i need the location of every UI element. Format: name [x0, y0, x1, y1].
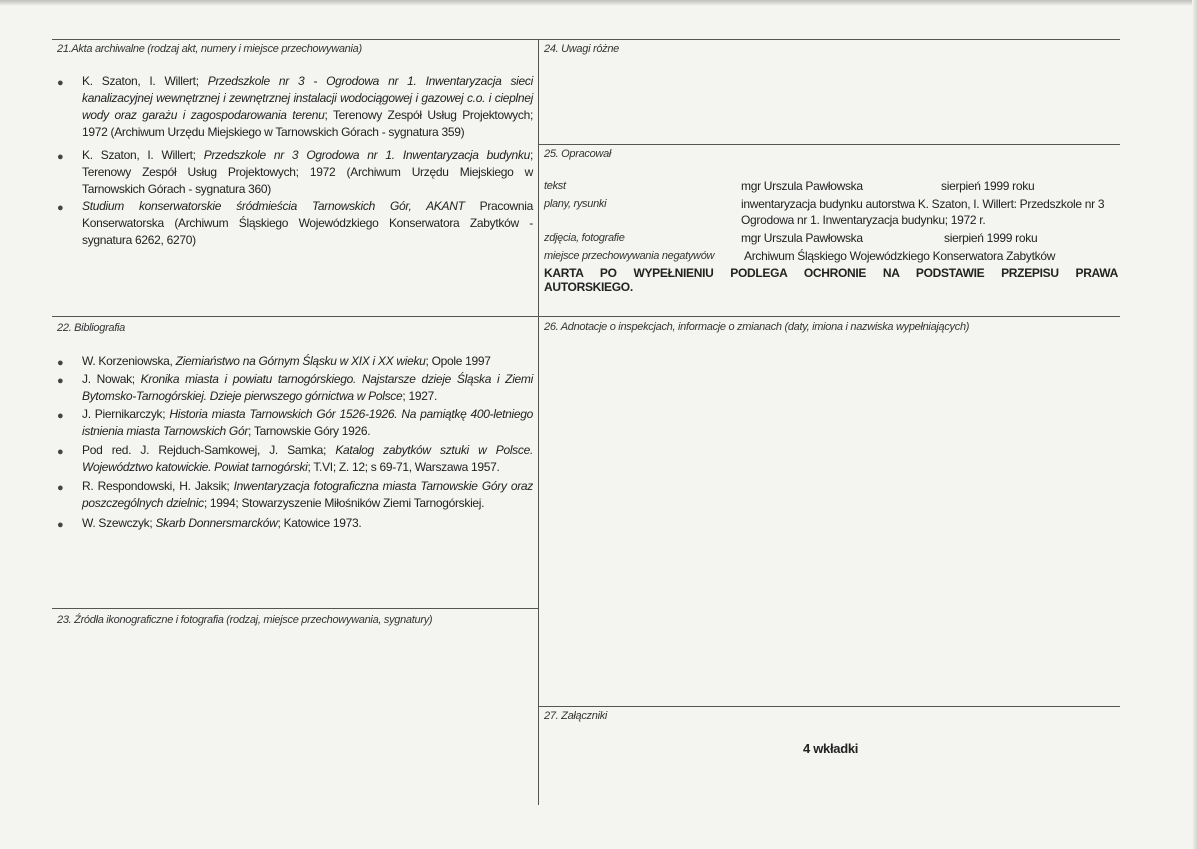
- bibliography-item: [82, 515, 533, 532]
- bibliography-item: [82, 406, 533, 440]
- negatives-storage-value: Archiwum Śląskiego Wojewódzkiego Konserwatora Zabytków: [744, 249, 1056, 263]
- divider-22-23: [52, 608, 538, 609]
- copyright-notice: [544, 266, 1118, 294]
- plans-value-cont: Ogrodowa nr 1. Inwentaryzacja budynku; 1972 r.: [741, 213, 986, 227]
- bib-title-cont: istnienia miasta Tarnowskich Gór: [82, 424, 249, 438]
- bib-author: W. Szewczyk;: [82, 516, 156, 530]
- photos-date: sierpień 1999 roku: [944, 231, 1038, 245]
- entry-publisher: Terenowy Zespół Usług Projektowych; 1972 (Archiwum Urzędu Miejskiego w: [82, 165, 533, 179]
- photos-label: zdjęcia, fotografie: [544, 232, 625, 244]
- entry-title: Przedszkole nr 3 - Ogrodowa nr 1. Inwentaryzacja sieci: [207, 74, 533, 88]
- text-author-value: mgr Urszula Pawłowska: [741, 179, 863, 193]
- bullet-icon: ●: [57, 357, 64, 369]
- bib-title: Historia miasta Tarnowskich Gór 1526-1926. Na pamiątkę 400-letniego: [169, 407, 533, 421]
- entry-authors: K. Szaton, I. Willert;: [82, 74, 208, 88]
- section-26-title: 26. Adnotacje o inspekcjach, informacje o zmianach (daty, imiona i nazwiska wypełniających): [544, 321, 970, 333]
- text-author-label: tekst: [544, 180, 566, 192]
- bib-title: Inwentaryzacja fotograficzna miasta Tarnowskie Góry oraz: [233, 479, 533, 493]
- section-21-title: 21.Akta archiwalne (rodzaj akt, numery i miejsce przechowywania): [57, 43, 362, 55]
- column-divider: [538, 39, 539, 805]
- entry-archive: Tarnowskich Górach - sygnatura 360): [82, 182, 271, 196]
- divider-25-26: [538, 316, 1120, 317]
- bib-title-cont: poszczególnych dzielnic: [82, 496, 204, 510]
- attachments-value: 4 wkładki: [803, 741, 859, 756]
- negatives-storage-label: miejsce przechowywania negatywów: [544, 250, 715, 262]
- bib-author: Pod red. J. Rejduch-Samkowej, J. Samka;: [82, 443, 336, 457]
- entry-publisher-cont: Konserwatorska (Archiwum Śląskiego Wojewódzkiego Konserwatora Zabytków -: [82, 216, 533, 230]
- entry-punct: ;: [529, 148, 533, 162]
- bib-publication: ; Opole 1997: [425, 354, 491, 368]
- copyright-notice-line: KARTA PO WYPEŁNIENIU PODLEGA OCHRONIE NA PODSTAWIE PRZEPISU PRAWA: [544, 266, 1118, 280]
- section-24-title: 24. Uwagi różne: [544, 43, 619, 55]
- plans-label: plany, rysunki: [544, 198, 607, 210]
- entry-authors: K. Szaton, I. Willert;: [82, 148, 204, 162]
- entry-title-cont: kanalizacyjnej wewnętrznej i zewnętrznej instalacji wodociągowej i gazowej c.o. i cieplnej: [82, 91, 533, 105]
- section-27-title: 27. Załączniki: [544, 710, 608, 722]
- bib-publication: ; Katowice 1973.: [277, 516, 362, 530]
- entry-publisher: Pracownia: [464, 199, 533, 213]
- entry-title: Przedszkole nr 3 Ogrodowa nr 1. Inwentaryzacja budynku: [203, 148, 530, 162]
- bib-publication: ; T.VI; Z. 12; s 69-71, Warszawa 1957.: [307, 460, 500, 474]
- bullet-icon: ●: [57, 77, 64, 89]
- bib-publication: ; Tarnowskie Góry 1926.: [248, 424, 371, 438]
- section-22-title: 22. Bibliografia: [57, 322, 125, 334]
- entry-archive: sygnatura 6262, 6270): [82, 233, 196, 247]
- bib-publication: ; 1927.: [402, 389, 437, 403]
- entry-archive: 1972 (Archiwum Urzędu Miejskiego w Tarnowskich Górach - sygnatura 359): [82, 125, 465, 139]
- bib-title-cont: Bytomsko-Tarnogórskiej. Dzieje pierwszego górnictwa w Polsce: [82, 389, 403, 403]
- bullet-icon: ●: [57, 446, 64, 458]
- bullet-icon: ●: [57, 519, 64, 531]
- archive-entry-1: [82, 73, 533, 141]
- entry-title-end: wody oraz garażu i zagospodarowania terenu: [82, 108, 325, 122]
- archive-entry-3: [82, 198, 533, 249]
- bibliography-item: [82, 478, 533, 512]
- section-25-title: 25. Opracował: [544, 148, 612, 160]
- bib-author: J. Nowak;: [82, 372, 141, 386]
- bullet-icon: ●: [57, 202, 64, 214]
- bullet-icon: ●: [57, 375, 64, 387]
- divider-26-27: [538, 706, 1120, 707]
- bibliography-item: [82, 442, 533, 476]
- plans-value: inwentaryzacja budynku autorstwa K. Szaton, I. Willert: Przedszkole nr 3: [741, 197, 1105, 211]
- divider-24-25: [538, 144, 1120, 145]
- bib-author: R. Respondowski, H. Jaksik;: [82, 479, 234, 493]
- bib-publication: ; 1994; Stowarzyszenie Miłośników Ziemi Tarnogórskiej.: [203, 496, 485, 510]
- bullet-icon: ●: [57, 410, 64, 422]
- bib-title: Kronika miasta i powiatu tarnogórskiego. Najstarsze dzieje Śląska i Ziemi: [140, 372, 533, 386]
- archive-entry-2: [82, 147, 533, 198]
- bibliography-item: [82, 353, 533, 370]
- bullet-icon: ●: [57, 151, 64, 163]
- bib-title: Skarb Donnersmarcków: [155, 516, 278, 530]
- copyright-notice-line: AUTORSKIEGO.: [544, 280, 633, 294]
- bib-author: W. Korzeniowska,: [82, 354, 176, 368]
- bib-author: J. Piernikarczyk;: [82, 407, 170, 421]
- bibliography-item: [82, 371, 533, 405]
- scan-right-edge: [1192, 0, 1198, 849]
- bib-title-cont: Województwo katowickie. Powiat tarnogórski: [82, 460, 308, 474]
- table-top-border: [52, 39, 1120, 40]
- text-author-date: sierpień 1999 roku: [941, 179, 1035, 193]
- section-23-title: 23. Źródła ikonograficzne i fotografia (rodzaj, miejsce przechowywania, sygnatury): [57, 614, 433, 626]
- bib-title: Katalog zabytków sztuki w Polsce.: [335, 443, 533, 457]
- bib-title: Ziemiaństwo na Górnym Śląsku w XIX i XX wieku: [175, 354, 426, 368]
- photos-value: mgr Urszula Pawłowska: [741, 231, 863, 245]
- entry-title: Studium konserwatorskie śródmieścia Tarnowskich Gór, AKANT: [82, 199, 465, 213]
- entry-publisher: ; Terenowy Zespół Usług Projektowych;: [324, 108, 533, 122]
- bullet-icon: ●: [57, 482, 64, 494]
- divider-21-22: [52, 316, 538, 317]
- scan-top-edge: [0, 0, 1198, 6]
